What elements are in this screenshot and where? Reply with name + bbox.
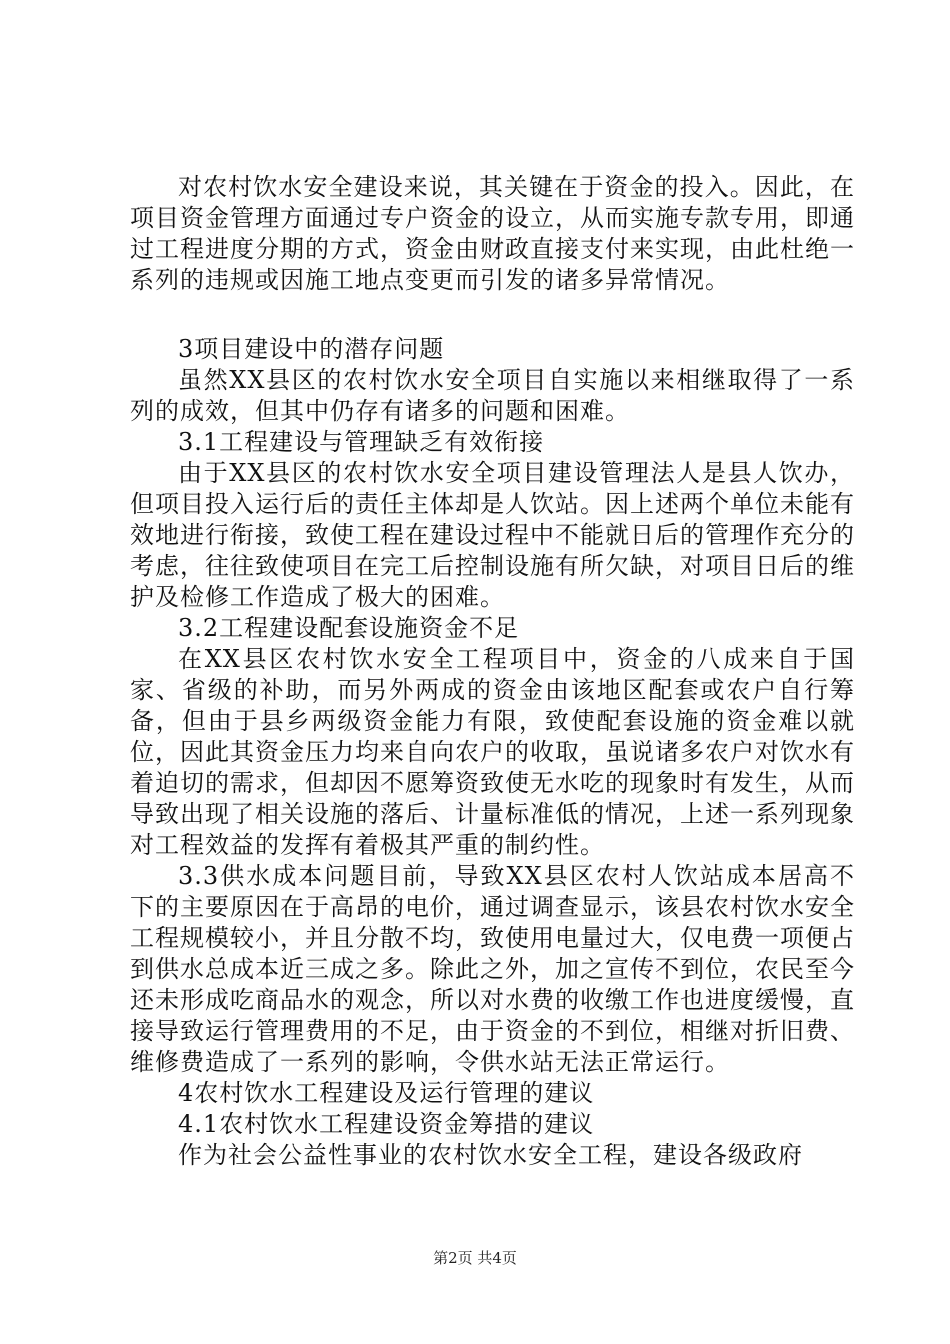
heading-section-4: 4农村饮水工程建设及运行管理的建议 [178,1079,595,1107]
heading-section-3-1: 3.1工程建设与管理缺乏有效衔接 [178,428,545,456]
paragraph-section-4-1: 作为社会公益性事业的农村饮水安全工程，建设各级政府 [178,1141,803,1169]
paragraph-section-3-2: 在XX县区农村饮水安全工程项目中，资金的八成来自于国家、省级的补助，而另外两成的资金由该地区配套或农户自行筹备，但由于县乡两级资金能力有限，致使配套设施的资金难以就位，因此其资金压力均来自向农户的收取，虽说诸多农户对饮水有着迫切的需求，但却因不愿筹资致使无水吃的现象时有发生，从而导致出现了相关设施的落后、计量标准低的情况，上述一系列现象对工程效益的发挥有着极其严重的制约性。 [130,645,855,859]
paragraph-section-3-1: 由于XX县区的农村饮水安全项目建设管理法人是县人饮办，但项目投入运行后的责任主体却是人饮站。因上述两个单位未能有效地进行衔接，致使工程在建设过程中不能就日后的管理作充分的考虑，往往致使项目在完工后控制设施有所欠缺，对项目日后的维护及检修工作造成了极大的困难。 [130,459,855,611]
heading-section-4-1: 4.1农村饮水工程建设资金筹措的建议 [178,1110,595,1138]
heading-section-3: 3项目建设中的潜存问题 [178,335,445,363]
paragraph-funding-intro: 对农村饮水安全建设来说，其关键在于资金的投入。因此，在项目资金管理方面通过专户资金的设立，从而实施专款专用，即通过工程进度分期的方式，资金由财政直接支付来实现，由此杜绝一系列的违规或因施工地点变更而引发的诸多异常情况。 [130,173,855,294]
heading-section-3-2: 3.2工程建设配套设施资金不足 [178,614,520,642]
page-number-footer: 第2页 共4页 [433,1249,517,1267]
paragraph-section-3-3: 3.3供水成本问题目前，导致XX县区农村人饮站成本居高不下的主要原因在于高昂的电价，通过调查显示，该县农村饮水安全工程规模较小，并且分散不均，致使用电量过大，仅电费一项便占到供水总成本近三成之多。除此之外，加之宣传不到位，农民至今还未形成吃商品水的观念，所以对水费的收缴工作也进度缓慢，直接导致运行管理费用的不足，由于资金的不到位，相继对折旧费、维修费造成了一系列的影响，令供水站无法正常运行。 [130,862,855,1076]
paragraph-section-3-intro: 虽然XX县区的农村饮水安全项目自实施以来相继取得了一系列的成效，但其中仍存有诸多的问题和困难。 [130,366,855,425]
document-body [130,172,855,1171]
